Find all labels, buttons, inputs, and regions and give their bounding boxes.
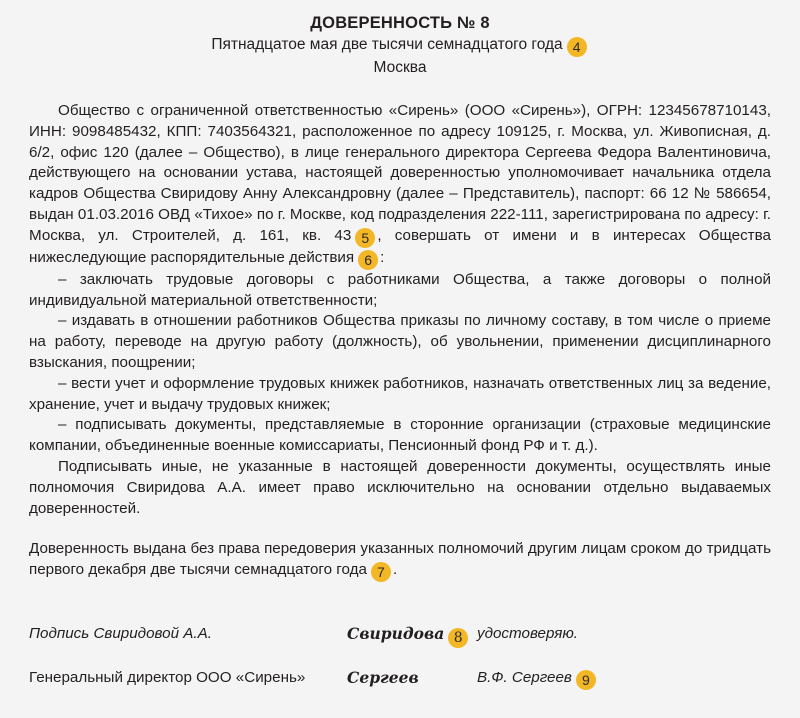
signature-row-director <box>29 667 771 689</box>
signature-label-director: Генеральный директор ООО «Сирень» <box>29 669 306 686</box>
marker-badge-7: 7 <box>371 562 391 582</box>
marker-badge-8: 8 <box>448 628 468 648</box>
paragraph-other-powers: Подписывать иные, не указанные в настоящей доверенности документы, осуществлять иные полномочия Свиридова А.А. имеет право исключительно на основании отдельно выдаваемых доверенностей. <box>29 457 771 517</box>
date-line <box>29 34 771 57</box>
document-title: ДОВЕРЕННОСТЬ № 8 <box>310 14 490 32</box>
paragraph-authorization <box>29 101 771 270</box>
signature-label-representative: Подпись Свиридовой А.А. <box>29 625 212 642</box>
director-name-text: В.Ф. Сергеев <box>477 669 572 686</box>
signature-representative <box>347 623 470 648</box>
paragraph-term-text: Доверенность выдана без права передоверия указанных полномочий другим лицам сроком до тридцать первого декабря две тысячи семнадцатого года <box>29 540 771 579</box>
date-text: Пятнадцатое мая две тысячи семнадцатого года <box>211 36 563 53</box>
marker-badge-6: 6 <box>358 250 378 270</box>
marker-badge-5: 5 <box>355 228 375 248</box>
signature-representative-text: Свиридова <box>347 624 445 643</box>
paragraph-authorization-text: Общество с ограниченной ответственностью «Сирень» (ООО «Сирень»), ОГРН: 12345678710143, ИНН: 9098485432, КПП: 7403564321, расположенное по адресу 109125, г. Москва, ул. Живописная, д. 6/2, офис 120 (далее – Общество), в лице генерального директора Сергеева Федора Валентиновича, действующего на основании устава, настоящей доверенностью уполномочивает начальника отдела кадров Общества Свиридову Анну Александровну (далее – Представитель), паспорт: 66 12 № 586654, выдан 01.03.2016 ОВД «Тихое» по г. Москве, код подразделения 222-111, зарегистрирована по адресу: г. Москва, ул. Строителей, д. 161, кв. 43 <box>29 102 771 244</box>
marker-badge-4: 4 <box>567 37 587 57</box>
city: Москва <box>373 59 427 76</box>
list-item-documents: – подписывать документы, представляемые в сторонние организации (страховые медицинские компании, объединенные военные комиссариаты, Пенсионный фонд РФ и т. д.). <box>29 416 771 455</box>
list-item-orders: – издавать в отношении работников Общества приказы по личному составу, в том числе о приеме на работу, переводе на другую работу (должность), об увольнении, применении дисциплинарного взыскания, поощрении; <box>29 312 771 371</box>
paragraph-authorization-colon: : <box>380 248 385 266</box>
signature-row-representative <box>29 623 771 645</box>
list-item-contracts: – заключать трудовые договоры с работниками Общества, а также договоры о полной индивидуальной материальной ответственности; <box>29 270 771 309</box>
document <box>29 12 771 582</box>
director-name <box>477 667 598 690</box>
paragraph-authorization-text-2: , совершать от имени и в интересах Общества нижеследующие распорядительные действия <box>29 226 771 266</box>
list-item-work-books: – вести учет и оформление трудовых книжек работников, назначать ответственных лиц за ведение, хранение, учет и выдачу трудовых книжек; <box>29 374 771 413</box>
certification-text: удостоверяю. <box>477 625 579 642</box>
paragraph-term <box>29 539 771 582</box>
marker-badge-9: 9 <box>576 670 596 690</box>
signature-director: Сергеев <box>347 668 419 687</box>
paragraph-term-dot: . <box>392 561 398 579</box>
